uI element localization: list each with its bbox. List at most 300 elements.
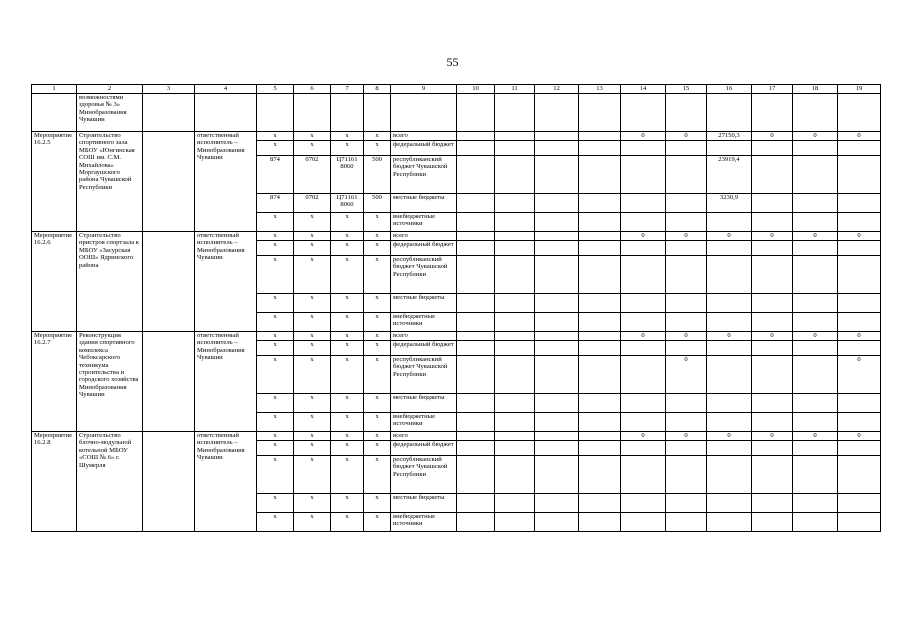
funding-source-cell: федеральный бюджет <box>391 441 457 456</box>
value-cell-c17 <box>752 513 793 532</box>
code-cell-c5: x <box>257 313 294 332</box>
empty-cell <box>495 132 535 141</box>
value-cell-c14 <box>621 141 666 156</box>
code-cell-c7: x <box>331 241 364 256</box>
value-cell-c15 <box>666 441 707 456</box>
funding-source-cell: местные бюджеты <box>391 294 457 313</box>
table-row <box>32 332 881 341</box>
empty-cell <box>457 432 495 441</box>
column-number-9: 9 <box>391 85 457 94</box>
code-cell-c5: x <box>257 341 294 356</box>
value-cell-c19 <box>838 256 881 294</box>
funding-source-cell: республиканский бюджет Чувашской Республики <box>391 256 457 294</box>
column-number-5: 5 <box>257 85 294 94</box>
empty-cell <box>457 513 495 532</box>
value-cell-c19 <box>838 213 881 232</box>
value-cell-c16: 23919,4 <box>707 156 752 194</box>
code-cell-c5: x <box>257 141 294 156</box>
column-number-13: 13 <box>579 85 621 94</box>
code-cell-c6: x <box>294 313 331 332</box>
column-number-17: 17 <box>752 85 793 94</box>
empty-cell <box>143 132 195 232</box>
value-cell-c15 <box>666 413 707 432</box>
empty-cell <box>579 432 621 441</box>
code-cell-c5: x <box>257 256 294 294</box>
empty-cell <box>579 313 621 332</box>
code-cell-c6: x <box>294 456 331 494</box>
event-name-cell: Строительство блочно-модульной котельной МБОУ «СОШ № 6» г. Шумерля <box>77 432 143 532</box>
event-cell: Мероприятие 16.2.7 <box>32 332 77 432</box>
value-cell-c15 <box>666 213 707 232</box>
code-cell-c5: x <box>257 294 294 313</box>
code-cell-c7: x <box>331 141 364 156</box>
empty-cell <box>495 441 535 456</box>
value-cell-c17: 0 <box>752 132 793 141</box>
code-cell-c7: x <box>331 232 364 241</box>
empty-cell <box>495 194 535 213</box>
code-cell-c8: x <box>364 232 391 241</box>
value-cell-c15 <box>666 156 707 194</box>
value-cell-c14: 0 <box>621 232 666 241</box>
funding-source-cell: федеральный бюджет <box>391 141 457 156</box>
empty-cell <box>457 441 495 456</box>
funding-source-cell: внебюджетные источники <box>391 313 457 332</box>
value-cell-c15 <box>666 241 707 256</box>
table-row <box>32 132 881 141</box>
code-cell-c8: x <box>364 441 391 456</box>
value-cell-c15 <box>666 341 707 356</box>
code-cell-c7: Ц71161 8060 <box>331 194 364 213</box>
funding-source-cell: внебюджетные источники <box>391 413 457 432</box>
value-cell-c17 <box>752 413 793 432</box>
empty-cell <box>457 413 495 432</box>
table-row <box>32 232 881 241</box>
value-cell-c16 <box>707 294 752 313</box>
column-number-11: 11 <box>495 85 535 94</box>
code-cell-c5: x <box>257 132 294 141</box>
empty-cell <box>579 156 621 194</box>
value-cell-c16 <box>707 256 752 294</box>
code-cell-c6: x <box>294 241 331 256</box>
empty-cell <box>457 341 495 356</box>
value-cell-c16: 0 <box>707 332 752 341</box>
value-cell-c15 <box>666 456 707 494</box>
value-cell-c16 <box>707 341 752 356</box>
code-cell-c7: x <box>331 341 364 356</box>
code-cell-c6: x <box>294 341 331 356</box>
value-cell-c17 <box>752 156 793 194</box>
code-cell-c6: 0702 <box>294 194 331 213</box>
table-row <box>32 432 881 441</box>
empty-cell <box>495 241 535 256</box>
empty-cell <box>535 141 579 156</box>
funding-source-cell: республиканский бюджет Чувашской Республики <box>391 356 457 394</box>
empty-cell <box>579 194 621 213</box>
value-cell-c16 <box>707 394 752 413</box>
value-cell-c16 <box>707 141 752 156</box>
value-cell-c18 <box>793 494 838 513</box>
value-cell-c15 <box>666 513 707 532</box>
column-number-18: 18 <box>793 85 838 94</box>
funding-source-cell: местные бюджеты <box>391 394 457 413</box>
column-number-2: 2 <box>77 85 143 94</box>
empty-cell <box>495 141 535 156</box>
value-cell-c19 <box>838 494 881 513</box>
code-cell-c6: x <box>294 232 331 241</box>
code-cell-c7: x <box>331 441 364 456</box>
value-cell-c19 <box>838 394 881 413</box>
empty-cell <box>495 313 535 332</box>
value-cell-c18 <box>793 241 838 256</box>
value-cell-c14 <box>621 213 666 232</box>
empty-cell <box>143 332 195 432</box>
code-cell-c6: x <box>294 513 331 532</box>
value-cell-c15 <box>666 294 707 313</box>
empty-cell <box>579 294 621 313</box>
empty-cell <box>495 213 535 232</box>
column-number-row <box>32 85 881 94</box>
code-cell-c7: Ц71161 8060 <box>331 156 364 194</box>
value-cell-c14 <box>621 156 666 194</box>
code-cell-c6: x <box>294 356 331 394</box>
code-cell-c6: x <box>294 256 331 294</box>
value-cell-c18 <box>793 356 838 394</box>
empty-cell <box>535 232 579 241</box>
executor-cell: ответственный исполнитель – Минобразования Чувашии <box>195 432 257 532</box>
value-cell-c18 <box>793 156 838 194</box>
empty-cell <box>495 394 535 413</box>
funding-source-cell: федеральный бюджет <box>391 241 457 256</box>
fragment-row <box>32 94 881 132</box>
code-cell-c5: x <box>257 394 294 413</box>
event-cell: Мероприятие 16.2.8 <box>32 432 77 532</box>
value-cell-c19 <box>838 194 881 213</box>
value-cell-c17: 0 <box>752 232 793 241</box>
funding-source-cell: всего <box>391 232 457 241</box>
code-cell-c8: x <box>364 213 391 232</box>
empty-cell <box>495 356 535 394</box>
empty-cell <box>579 513 621 532</box>
funding-source-cell: всего <box>391 432 457 441</box>
empty-cell <box>579 332 621 341</box>
value-cell-c18: 0 <box>793 432 838 441</box>
code-cell-c7: x <box>331 513 364 532</box>
code-cell-c8: x <box>364 394 391 413</box>
value-cell-c17: 0 <box>752 432 793 441</box>
empty-cell <box>579 394 621 413</box>
value-cell-c14: 0 <box>621 432 666 441</box>
funding-source-cell: местные бюджеты <box>391 194 457 213</box>
executor-cell: ответственный исполнитель – Минобразования Чувашии <box>195 232 257 332</box>
empty-cell <box>457 494 495 513</box>
value-cell-c17 <box>752 213 793 232</box>
empty-cell <box>495 156 535 194</box>
value-cell-c14 <box>621 494 666 513</box>
value-cell-c16 <box>707 356 752 394</box>
empty-cell <box>143 232 195 332</box>
code-cell-c7: x <box>331 132 364 141</box>
value-cell-c14 <box>621 513 666 532</box>
value-cell-c16 <box>707 456 752 494</box>
empty-cell <box>535 213 579 232</box>
column-number-15: 15 <box>666 85 707 94</box>
empty-cell <box>535 432 579 441</box>
value-cell-c18 <box>793 213 838 232</box>
empty-cell <box>457 294 495 313</box>
empty-cell <box>535 513 579 532</box>
value-cell-c16 <box>707 441 752 456</box>
code-cell-c5: x <box>257 213 294 232</box>
code-cell-c5: x <box>257 441 294 456</box>
code-cell-c7: x <box>331 213 364 232</box>
empty-cell <box>143 432 195 532</box>
code-cell-c7: x <box>331 456 364 494</box>
empty-cell <box>495 494 535 513</box>
empty-cell <box>535 132 579 141</box>
value-cell-c15: 0 <box>666 132 707 141</box>
empty-cell <box>579 213 621 232</box>
empty-cell <box>457 194 495 213</box>
value-cell-c17 <box>752 494 793 513</box>
value-cell-c17 <box>752 313 793 332</box>
empty-cell <box>535 341 579 356</box>
empty-cell <box>535 394 579 413</box>
empty-cell <box>495 294 535 313</box>
empty-cell <box>535 494 579 513</box>
value-cell-c18: 0 <box>793 232 838 241</box>
empty-cell <box>535 332 579 341</box>
code-cell-c5: x <box>257 332 294 341</box>
value-cell-c15: 0 <box>666 232 707 241</box>
value-cell-c14 <box>621 194 666 213</box>
value-cell-c17 <box>752 341 793 356</box>
value-cell-c17 <box>752 241 793 256</box>
value-cell-c14: 0 <box>621 332 666 341</box>
column-number-7: 7 <box>331 85 364 94</box>
page-number: 55 <box>446 55 459 69</box>
value-cell-c16 <box>707 413 752 432</box>
funding-source-cell: всего <box>391 332 457 341</box>
code-cell-c8: x <box>364 256 391 294</box>
value-cell-c18 <box>793 441 838 456</box>
budget-table <box>31 84 881 532</box>
code-cell-c6: x <box>294 332 331 341</box>
empty-cell <box>457 456 495 494</box>
value-cell-c15: 0 <box>666 356 707 394</box>
event-name-cell: Строительство спортивного зала МБОУ «Юнгинская СОШ им. С.М. Михайлова» Моргаушского района Чувашской Республики <box>77 132 143 232</box>
value-cell-c15 <box>666 494 707 513</box>
value-cell-c19 <box>838 513 881 532</box>
funding-source-cell: республиканский бюджет Чувашской Республики <box>391 456 457 494</box>
column-number-4: 4 <box>195 85 257 94</box>
code-cell-c5: x <box>257 494 294 513</box>
empty-cell <box>579 232 621 241</box>
value-cell-c15 <box>666 394 707 413</box>
code-cell-c6: x <box>294 141 331 156</box>
empty-cell <box>579 356 621 394</box>
value-cell-c18 <box>793 341 838 356</box>
value-cell-c19 <box>838 241 881 256</box>
value-cell-c16: 0 <box>707 432 752 441</box>
funding-source-cell: всего <box>391 132 457 141</box>
value-cell-c19 <box>838 413 881 432</box>
code-cell-c6: x <box>294 294 331 313</box>
value-cell-c19: 0 <box>838 232 881 241</box>
empty-cell <box>457 141 495 156</box>
empty-cell <box>579 141 621 156</box>
column-number-19: 19 <box>838 85 881 94</box>
code-cell-c6: x <box>294 432 331 441</box>
value-cell-c17 <box>752 456 793 494</box>
code-cell-c8: x <box>364 356 391 394</box>
executor-cell: ответственный исполнитель – Минобразования Чувашии <box>195 332 257 432</box>
value-cell-c18 <box>793 256 838 294</box>
code-cell-c5: x <box>257 456 294 494</box>
value-cell-c19 <box>838 313 881 332</box>
empty-cell <box>535 356 579 394</box>
column-number-1: 1 <box>32 85 77 94</box>
empty-cell <box>457 256 495 294</box>
code-cell-c8: x <box>364 313 391 332</box>
value-cell-c18 <box>793 313 838 332</box>
empty-cell <box>535 194 579 213</box>
value-cell-c17 <box>752 394 793 413</box>
value-cell-c19 <box>838 456 881 494</box>
code-cell-c7: x <box>331 394 364 413</box>
code-cell-c8: x <box>364 132 391 141</box>
column-number-6: 6 <box>294 85 331 94</box>
column-number-3: 3 <box>143 85 195 94</box>
event-cell: Мероприятие 16.2.6 <box>32 232 77 332</box>
value-cell-c17: 0 <box>752 332 793 341</box>
empty-cell <box>535 241 579 256</box>
code-cell-c5: x <box>257 232 294 241</box>
empty-cell <box>579 256 621 294</box>
code-cell-c5: 874 <box>257 156 294 194</box>
value-cell-c16 <box>707 494 752 513</box>
value-cell-c17 <box>752 141 793 156</box>
value-cell-c17 <box>752 356 793 394</box>
empty-cell <box>535 456 579 494</box>
value-cell-c15: 0 <box>666 332 707 341</box>
code-cell-c7: x <box>331 294 364 313</box>
code-cell-c5: x <box>257 513 294 532</box>
empty-cell <box>495 332 535 341</box>
value-cell-c19: 0 <box>838 432 881 441</box>
value-cell-c17 <box>752 441 793 456</box>
code-cell-c6: x <box>294 441 331 456</box>
empty-cell <box>535 441 579 456</box>
code-cell-c8: x <box>364 456 391 494</box>
value-cell-c17 <box>752 256 793 294</box>
value-cell-c14 <box>621 394 666 413</box>
value-cell-c19 <box>838 294 881 313</box>
value-cell-c16 <box>707 213 752 232</box>
value-cell-c18 <box>793 294 838 313</box>
empty-cell <box>495 413 535 432</box>
empty-cell <box>457 313 495 332</box>
funding-source-cell: республиканский бюджет Чувашской Республики <box>391 156 457 194</box>
value-cell-c16 <box>707 313 752 332</box>
code-cell-c5: x <box>257 432 294 441</box>
empty-cell <box>495 341 535 356</box>
empty-cell <box>535 256 579 294</box>
funding-source-cell: внебюджетные источники <box>391 213 457 232</box>
empty-cell <box>457 241 495 256</box>
value-cell-c18 <box>793 141 838 156</box>
empty-cell <box>457 132 495 141</box>
value-cell-c15: 0 <box>666 432 707 441</box>
code-cell-c5: x <box>257 413 294 432</box>
value-cell-c14 <box>621 356 666 394</box>
code-cell-c6: x <box>294 413 331 432</box>
empty-cell <box>535 413 579 432</box>
empty-cell <box>457 332 495 341</box>
value-cell-c14 <box>621 241 666 256</box>
empty-cell <box>579 341 621 356</box>
empty-cell <box>579 494 621 513</box>
value-cell-c19: 0 <box>838 132 881 141</box>
empty-cell <box>535 156 579 194</box>
empty-cell <box>457 356 495 394</box>
empty-cell <box>457 232 495 241</box>
empty-cell <box>495 513 535 532</box>
value-cell-c14 <box>621 313 666 332</box>
empty-cell <box>495 256 535 294</box>
value-cell-c15 <box>666 313 707 332</box>
value-cell-c19: 0 <box>838 356 881 394</box>
value-cell-c19 <box>838 156 881 194</box>
executor-cell: ответственный исполнитель – Минобразования Чувашии <box>195 132 257 232</box>
empty-cell <box>457 156 495 194</box>
code-cell-c8: x <box>364 332 391 341</box>
value-cell-c16: 0 <box>707 232 752 241</box>
code-cell-c7: x <box>331 432 364 441</box>
code-cell-c8: 500 <box>364 156 391 194</box>
value-cell-c14 <box>621 256 666 294</box>
fragment-cell: возможностями здоровья № 3» Минобразования Чувашии <box>77 94 143 132</box>
value-cell-c14 <box>621 456 666 494</box>
code-cell-c6: x <box>294 394 331 413</box>
value-cell-c16: 27150,3 <box>707 132 752 141</box>
value-cell-c19 <box>838 441 881 456</box>
value-cell-c19 <box>838 141 881 156</box>
empty-cell <box>535 294 579 313</box>
code-cell-c8: x <box>364 432 391 441</box>
event-name-cell: Строительство пристроя спортзала к МБОУ «Засурская ООШ» Ядринского района <box>77 232 143 332</box>
code-cell-c7: x <box>331 356 364 394</box>
value-cell-c17 <box>752 194 793 213</box>
empty-cell <box>457 213 495 232</box>
value-cell-c16 <box>707 241 752 256</box>
code-cell-c6: x <box>294 213 331 232</box>
value-cell-c18: 0 <box>793 332 838 341</box>
code-cell-c8: x <box>364 494 391 513</box>
value-cell-c17 <box>752 294 793 313</box>
column-number-16: 16 <box>707 85 752 94</box>
empty-cell <box>579 132 621 141</box>
value-cell-c15 <box>666 256 707 294</box>
value-cell-c14 <box>621 441 666 456</box>
code-cell-c8: x <box>364 294 391 313</box>
code-cell-c5: x <box>257 241 294 256</box>
value-cell-c16: 3230,9 <box>707 194 752 213</box>
value-cell-c18 <box>793 456 838 494</box>
value-cell-c15 <box>666 141 707 156</box>
value-cell-c14 <box>621 341 666 356</box>
value-cell-c16 <box>707 513 752 532</box>
event-cell: Мероприятие 16.2.5 <box>32 132 77 232</box>
